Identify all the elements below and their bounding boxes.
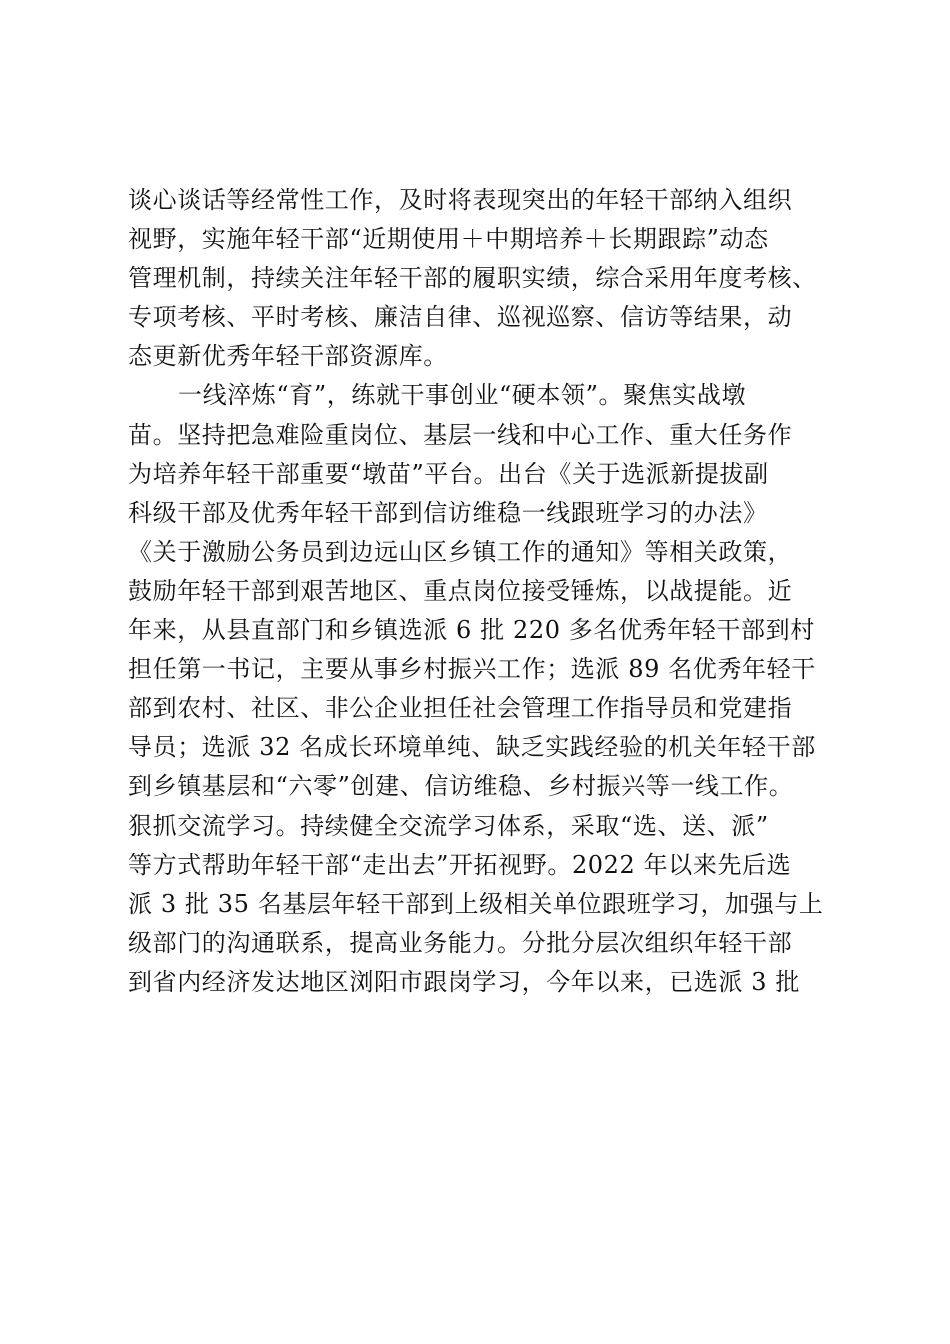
text-line: 态更新优秀年轻干部资源库。 — [128, 342, 448, 371]
text-line: 视野，实施年轻干部“近期使用＋中期培养＋长期跟踪”动态 — [128, 225, 769, 254]
text-line: 部到农村、社区、非公企业担任社会管理工作指导员和党建指 — [128, 694, 793, 723]
text-line: 为培养年轻干部重要“墩苗”平台。出台《关于选派新提拔副 — [128, 459, 769, 488]
text-line: 派 3 批 35 名基层年轻干部到上级相关单位跟班学习，加强与上 — [128, 889, 824, 918]
text-line: 狠抓交流学习。持续健全交流学习体系，采取“选、送、派” — [128, 811, 769, 840]
text-line: 科级干部及优秀年轻干部到信访维稳一线跟班学习的办法》 — [128, 498, 768, 527]
text-line: 《关于激励公务员到边远山区乡镇工作的通知》等相关政策， — [128, 537, 793, 566]
text-line: 苗。坚持把急难险重岗位、基层一线和中心工作、重大任务作 — [128, 420, 793, 449]
text-line: 管理机制，持续关注年轻干部的履职实绩，综合采用年度考核、 — [128, 264, 817, 293]
text-line: 级部门的沟通联系，提高业务能力。分批分层次组织年轻干部 — [128, 928, 793, 957]
text-line: 年来，从县直部门和乡镇选派 6 批 220 多名优秀年轻干部到村 — [128, 616, 815, 645]
text-line: 到乡镇基层和“六零”创建、信访维稳、乡村振兴等一线工作。 — [128, 772, 794, 801]
text-line: 专项考核、平时考核、廉洁自律、巡视巡察、信访等结果，动 — [128, 303, 793, 332]
text-line: 到省内经济发达地区浏阳市跟岗学习，今年以来，已选派 3 批 — [128, 967, 800, 996]
text-line: 鼓励年轻干部到艰苦地区、重点岗位接受锤炼，以战提能。近 — [128, 576, 793, 605]
text-line: 等方式帮助年轻干部“走出去”开拓视野。2022 年以来先后选 — [128, 850, 792, 879]
text-line: 谈心谈话等经常性工作，及时将表现突出的年轻干部纳入组织 — [128, 186, 793, 214]
text-line: 导员；选派 32 名成长环境单纯、缺乏实践经验的机关年轻干部 — [128, 733, 816, 762]
body-text — [128, 181, 848, 1002]
text-line: 担任第一书记，主要从事乡村振兴工作；选派 89 名优秀年轻干 — [128, 655, 816, 684]
paragraph-start-line: 一线淬炼“育”，练就干事创业“硬本领”。聚焦实战墩 — [178, 381, 747, 410]
